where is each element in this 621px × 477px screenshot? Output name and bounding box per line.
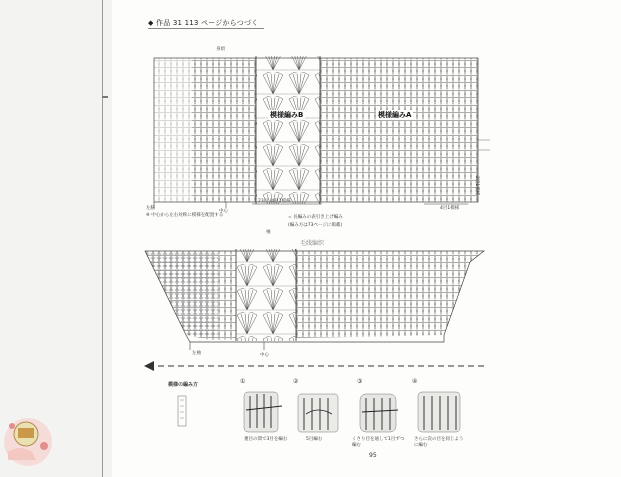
step-4-caption: さらに次の目を同じように編む <box>414 437 464 448</box>
step-1-diagram <box>244 392 282 432</box>
body-chart <box>154 56 490 208</box>
step-3-caption: くさり目を通して1目ずつ編む <box>352 437 405 448</box>
sleeve-side-panel <box>145 251 218 338</box>
sleeve-hem-label: 左袖 <box>192 351 201 356</box>
sleeve-pattern-fans <box>236 249 296 341</box>
pattern-b-label: 模様編みB <box>270 111 304 119</box>
symmetry-note: ※ 中心から左右対称に模様を配置する <box>146 213 224 218</box>
diamond-icon: ◆ <box>148 19 154 27</box>
repeat-note: 2段1模様 <box>474 176 479 196</box>
stitch-note: = 長編みの表引き上げ編み <box>288 215 343 220</box>
body-side-panel <box>154 58 192 202</box>
direction-arrow <box>144 361 486 371</box>
step-3-number: ③ <box>357 378 363 385</box>
pattern-a-label: 模様編みA <box>378 111 412 119</box>
cartoon-badge-icon <box>0 402 58 468</box>
step-4-diagram <box>418 392 460 432</box>
step-2-caption: 5目編む <box>306 437 323 442</box>
pattern-b-fans <box>256 56 320 204</box>
step-3-diagram <box>360 394 398 432</box>
width-b-label: 23目 (4目1模様 <box>258 199 291 204</box>
work-title: 作品 31 <box>156 19 183 27</box>
sleeve-center-label: 中心 <box>260 353 269 358</box>
sleeve-chart-title: 袖 <box>266 230 271 235</box>
step-2-number: ② <box>293 378 299 385</box>
continuation-note: 113 ページからつづく <box>184 19 259 27</box>
width-a-label: 4目1模様 <box>440 206 460 211</box>
sleeve-chart <box>145 249 484 350</box>
stitch-page-note: (編み方は73ページに掲載) <box>288 223 343 228</box>
body-center-label: 中心 <box>219 209 228 214</box>
legend-swatch <box>178 396 186 426</box>
step-4-number: ④ <box>412 378 418 385</box>
body-hem-label: 左脇 <box>146 206 155 211</box>
how-to-diagrams <box>178 392 460 432</box>
watermark: 毛线编织 <box>300 240 325 247</box>
step-1-number: ① <box>240 378 246 385</box>
step-1-caption: 裏目の間で3目を編む <box>244 437 288 442</box>
step-2-diagram <box>298 394 338 432</box>
body-chart-title: 身頃 <box>216 47 225 52</box>
page-number: 95 <box>369 452 377 459</box>
how-to-title: 模様の編み方 <box>168 382 199 388</box>
